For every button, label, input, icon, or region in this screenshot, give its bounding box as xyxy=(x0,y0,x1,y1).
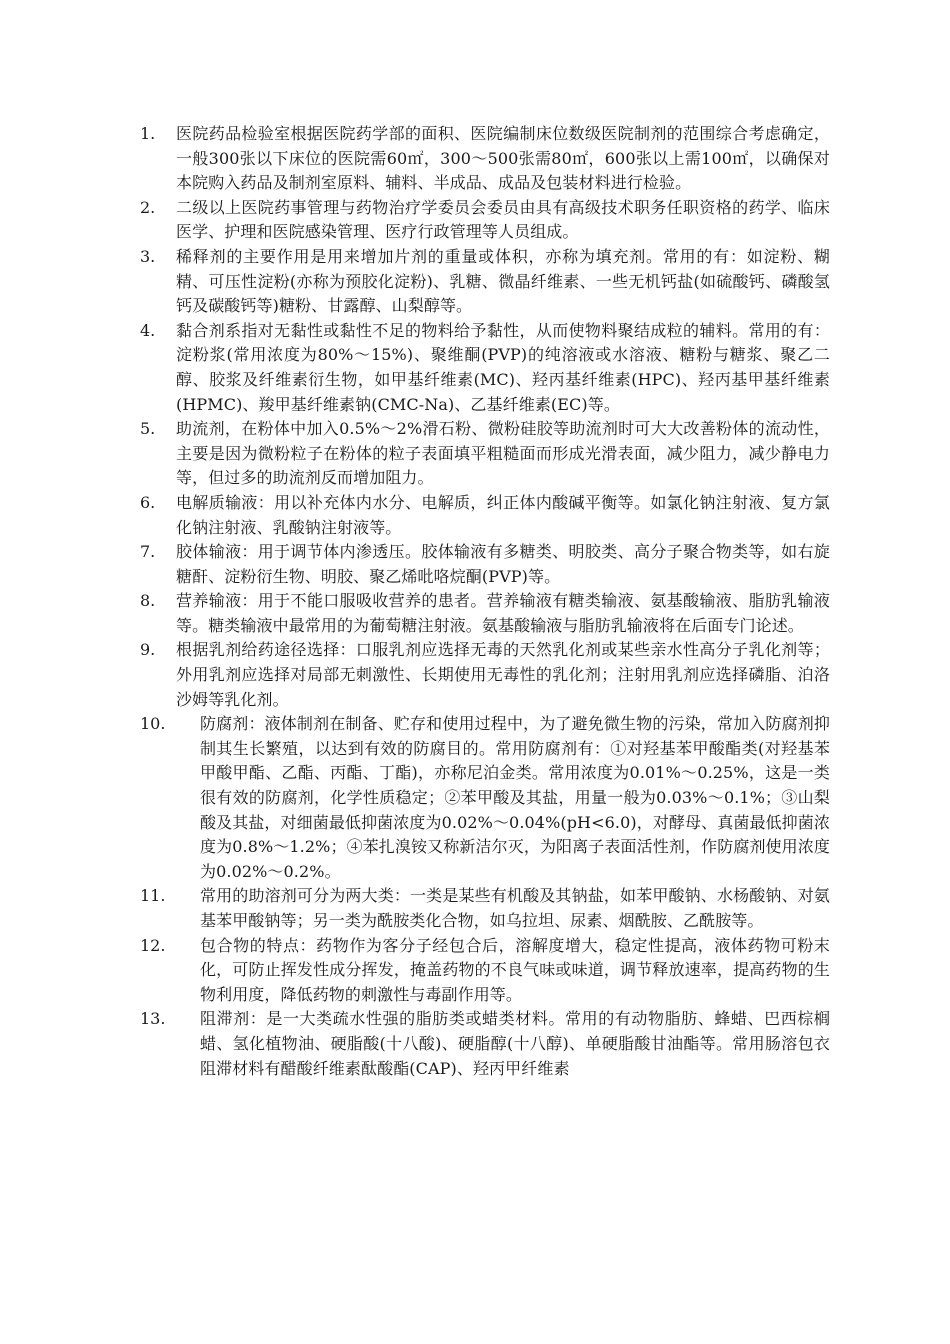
item-text: 包合物的特点：药物作为客分子经包合后，溶解度增大，稳定性提高，液体药物可粉末化，可防止挥发性成分挥发，掩盖药物的不良气味或味道，调节释放速率，提高药物的生物利用度，降低药物的刺激性与毒副作用等。 xyxy=(200,935,830,1004)
list-item xyxy=(140,245,830,319)
item-text: 防腐剂：液体制剂在制备、贮存和使用过程中，为了避免微生物的污染，常加入防腐剂抑制其生长繁殖，以达到有效的防腐目的。常用防腐剂有：①对羟基苯甲酸酯类(对羟基苯甲酸甲酯、乙酯、丙酯、丁酯)，亦称尼泊金类。常用浓度为0.01%～0.25%，这是一类很有效的防腐剂，化学性质稳定；②苯甲酸及其盐，用量一般为0.03%～0.1%；③山梨酸及其盐，对细菌最低抑菌浓度为0.02%～0.04%(pH<6.0)，对酵母、真菌最低抑菌浓度为0.8%～1.2%；④苯扎溴铵又称新洁尔灭，为阳离子表面活性剂，作防腐剂使用浓度为0.02%～0.2%。 xyxy=(200,714,830,881)
item-number: 4. xyxy=(140,320,156,340)
item-number: 9. xyxy=(140,640,156,660)
item-text: 营养输液：用于不能口服吸收营养的患者。营养输液有糖类输液、氨基酸输液、脂肪乳输液等。糖类输液中最常用的为葡萄糖注射液。氨基酸输液与脂肪乳输液将在后面专门论述。 xyxy=(176,591,830,635)
item-number: 10. xyxy=(140,714,166,734)
item-text: 二级以上医院药事管理与药物治疗学委员会委员由具有高级技术职务任职资格的药学、临床医学、护理和医院感染管理、医疗行政管理等人员组成。 xyxy=(176,197,830,242)
item-number: 12. xyxy=(140,935,166,955)
item-number: 6. xyxy=(140,492,156,512)
item-text: 胶体输液：用于调节体内渗透压。胶体输液有多糖类、明胶类、高分子聚合物类等，如右旋糖酐、淀粉衍生物、明胶、聚乙烯吡咯烷酮(PVP)等。 xyxy=(176,542,830,586)
list-item xyxy=(140,884,830,933)
list-item xyxy=(140,589,830,638)
list-item xyxy=(140,196,830,245)
item-text: 根据乳剂给药途径选择：口服乳剂应选择无毒的天然乳化剂或某些亲水性高分子乳化剂等；外用乳剂应选择对局部无刺激性、长期使用无毒性的乳化剂；注射用乳剂应选择磷脂、泊洛沙姆等乳化剂。 xyxy=(176,640,830,709)
list-item xyxy=(140,491,830,540)
list-item xyxy=(140,638,830,712)
item-text: 阻滞剂：是一大类疏水性强的脂肪类或蜡类材料。常用的有动物脂肪、蜂蜡、巴西棕榈蜡、氢化植物油、硬脂酸(十八酸)、硬脂醇(十八醇)、单硬脂酸甘油酯等。常用肠溶包衣阻滞材料有醋酸纤维素酞酸酯(CAP)、羟丙甲纤维素 xyxy=(200,1009,830,1078)
list-item xyxy=(140,1007,830,1081)
item-text: 黏合剂系指对无黏性或黏性不足的物料给予黏性，从而使物料聚结成粒的辅料。常用的有：淀粉浆(常用浓度为80%～15%)、聚维酮(PVP)的纯溶液或水溶液、糖粉与糖浆、聚乙二醇、胶浆及纤维素衍生物，如甲基纤维素(MC)、羟丙基纤维素(HPC)、羟丙基甲基纤维素(HPMC)、羧甲基纤维素钠(CMC-Na)、乙基纤维素(EC)等。 xyxy=(176,320,830,414)
item-text: 医院药品检验室根据医院药学部的面积、医院编制床位数级医院制剂的范围综合考虑确定，一般300张以下床位的医院需60㎡，300～500张需80㎡，600张以上需100㎡，以确保对本院购入药品及制剂室原料、辅料、半成品、成品及包装材料进行检验。 xyxy=(176,124,830,193)
item-number: 13. xyxy=(140,1009,166,1029)
list-item xyxy=(140,319,830,417)
numbered-list xyxy=(140,122,830,1081)
item-text: 电解质输液：用以补充体内水分、电解质，纠正体内酸碱平衡等。如氯化钠注射液、复方氯化钠注射液、乳酸钠注射液等。 xyxy=(176,492,830,537)
list-item xyxy=(140,934,830,1008)
item-text: 助流剂，在粉体中加入0.5%～2%滑石粉、微粉硅胶等助流剂时可大大改善粉体的流动性，主要是因为微粉粒子在粉体的粒子表面填平粗糙面而形成光滑表面，减少阻力，减少静电力等，但过多的助流剂反而增加阻力。 xyxy=(176,419,830,488)
item-text: 常用的助溶剂可分为两大类：一类是某些有机酸及其钠盐，如苯甲酸钠、水杨酸钠、对氨基苯甲酸钠等；另一类为酰胺类化合物，如乌拉坦、尿素、烟酰胺、乙酰胺等。 xyxy=(200,886,830,930)
item-number: 2. xyxy=(140,197,156,217)
list-item xyxy=(140,122,830,196)
item-number: 7. xyxy=(140,542,156,562)
list-item xyxy=(140,712,830,884)
item-number: 8. xyxy=(140,591,156,611)
item-number: 11. xyxy=(140,886,166,906)
item-number: 3. xyxy=(140,246,156,266)
item-number: 1. xyxy=(140,124,156,143)
list-item xyxy=(140,540,830,589)
item-number: 5. xyxy=(140,419,156,439)
item-text: 稀释剂的主要作用是用来增加片剂的重量或体积，亦称为填充剂。常用的有：如淀粉、糊精、可压性淀粉(亦称为预胶化淀粉)、乳糖、微晶纤维素、一些无机钙盐(如硫酸钙、磷酸氢钙及碳酸钙等)糖粉、甘露醇、山梨醇等。 xyxy=(176,246,830,316)
list-item xyxy=(140,417,830,491)
